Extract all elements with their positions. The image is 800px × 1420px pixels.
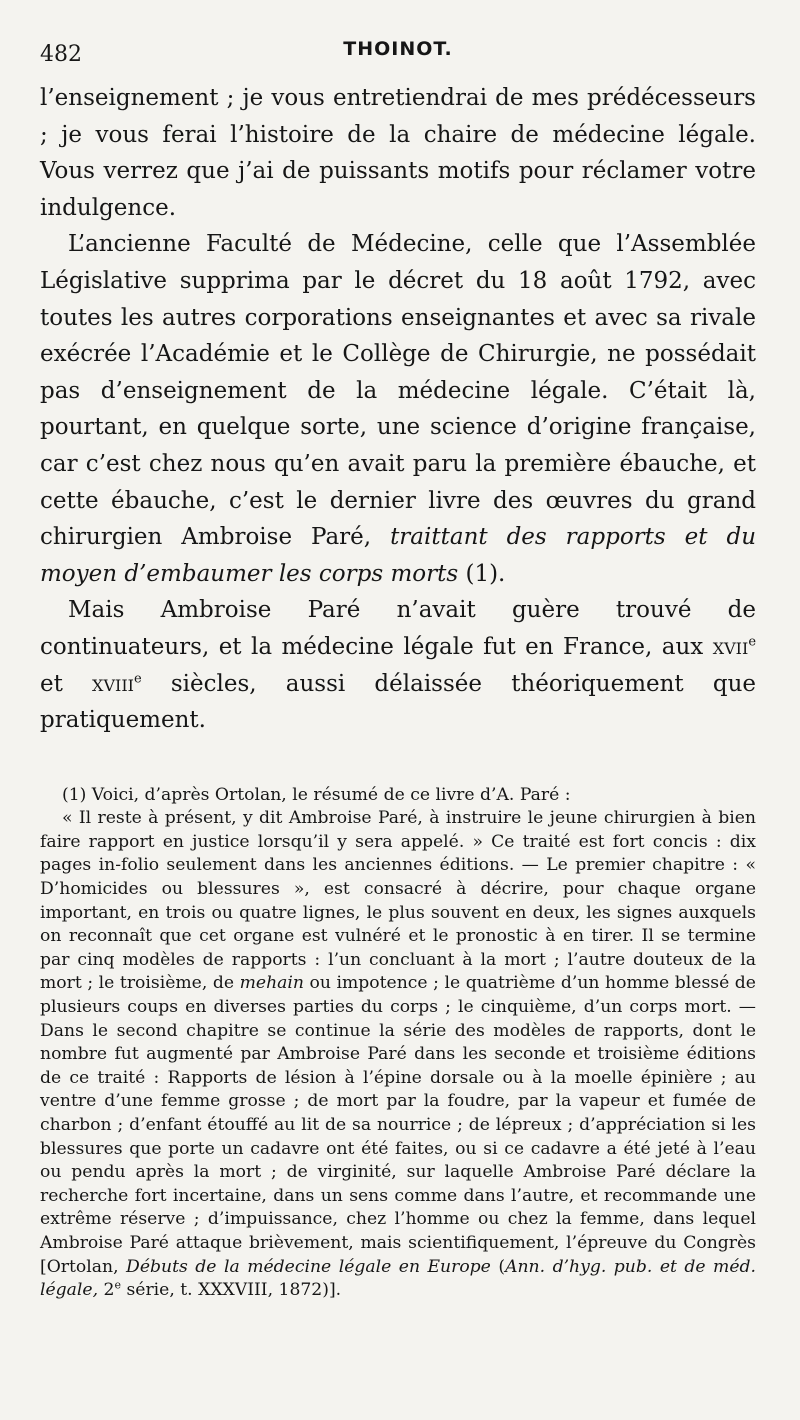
footnote-body-text: « Il reste à présent, y dit Ambroise Paré, à instruire le jeune chirurgien à bien faire rapport en justice lorsqu’il y sera appelé. » Ce traité est fort concis : dix pages in-folio seulement dans les anciennes éditions. — Le premier chapitre : « D’homicides ou blessures », est consacré à décrire, pour chaque organe important, en trois ou quatre lignes, le plus souvent en deux, les signes auxquels on reconnaît que cet organe est vulnéré et le pronostic à en tirer. Il se termine par cinq modèles de rapports : l’un concluant à la mort ; l’autre douteux de la mort ; le troisième, de [40,808,756,994]
footnote-series-sup: e [114,1278,121,1292]
footnote-body-continued: ou impotence ; le quatrième d’un homme blessé de plusieurs coups en diverses parties du corps ; le cinquième, d’un corps mort. — Dans le second chapitre se continue la série des modèles de rapports, dont le nombre fut augmenté par Ambroise Paré dans les seconde et troisième éditions de ce traité : Rapports de lésion à l’épine dorsale ou à la moelle épinière ; au ventre d’une femme grosse ; de mort par la foudre, par la vapeur et fumée de charbon ; d’enfant étouffé au lit de sa nourrice ; de lépreux ; d’appréciation si les blessures que porte un cadavre ont été faites, ou si ce cadavre a été jeté à l’eau ou pendu après la mort ; de virginité, sur laquelle Ambroise Paré déclare la recherche fort incertaine, dans un sens comme dans l’autre, et recommande une extrême réserve ; d’impuissance, chez l’homme ou chez la femme, dans lequel Ambroise Paré attaque brièvement, mais scientifiquement, l’épreuve du Congrès [Ortolan, [40,973,756,1277]
superscript-e-2: e [133,670,142,686]
superscript-e: e [748,634,757,650]
paragraph-3-mid: et [40,670,63,697]
book-title: traittant des rapports et du moyen d’embaumer les corps morts [40,524,757,587]
footnote-series: 2 [103,1280,115,1301]
paragraph-1-text: l’enseignement ; je vous entretiendrai de mes prédécesseurs ; je vous ferai l’histoire de la chaire de médecine légale. Vous verrez que j’ai de puissants motifs pour réclamer votre indulgence. [40,85,756,221]
century-17: xvii [712,633,749,660]
footnote-tail: série, t. XXXVIII, 1872)]. [126,1280,342,1301]
paragraph-3-text: Mais Ambroise Paré n’avait guère trouvé de continuateurs, et la médecine légale fut en France, aux [40,597,756,660]
footnote-journal: Ann. d’hyg. pub. et de méd. légale, [40,1256,756,1301]
paragraph-3-end: siècles, aussi délaissée théoriquement que pratiquement. [40,670,757,734]
page-header [40,36,756,80]
main-text [40,80,756,739]
paragraph-2-text: L’ancienne Faculté de Médecine, celle que l’Assemblée Législative supprima par le décret du 18 août 1792, avec toutes les autres corporations enseignantes et avec sa rivale exécrée l’Académie et le Collège de Chirurgie, ne possédait pas d’enseignement de la médecine légale. C’était là, pourtant, en quelque sorte, une science d’origine française, car c’est chez nous qu’en avait paru la première ébauche, et cette ébauche, c’est le dernier livre des œuvres du grand chirurgien Ambroise Paré, [40,231,756,551]
paragraph-3 [40,592,756,738]
running-head: THOINOT. [343,38,453,60]
century-18: xviii [92,670,134,697]
footnote-block [40,784,756,1303]
footnote-intro [40,784,756,808]
footnote-intro-text: (1) Voici, d’après Ortolan, le résumé de ce livre d’A. Paré : [62,784,571,805]
footnote-italic-term: mehain [239,973,304,994]
footnote-citation-title: Débuts de la médecine légale en Europe [126,1256,491,1277]
paragraph-1 [40,80,756,226]
paragraph-2 [40,226,756,592]
footnote-paren: ( [498,1256,506,1277]
page-number: 482 [40,42,82,67]
footnote-reference: (1). [465,560,506,587]
footnote-body [40,807,756,1302]
